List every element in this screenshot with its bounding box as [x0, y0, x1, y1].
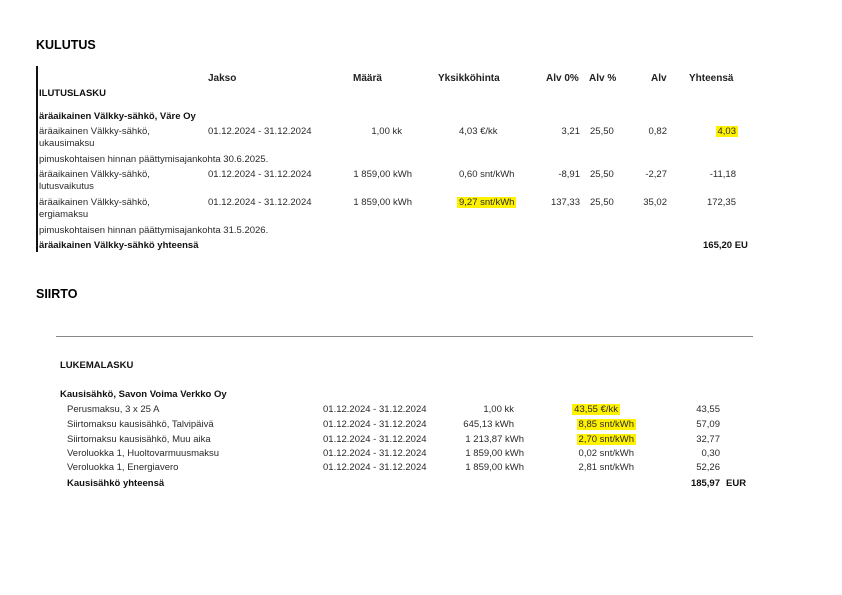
- kulutus-row-note: pimuskohtaisen hinnan päättymisajankohta 31.5.2026.: [39, 225, 269, 236]
- highlighted-value: 2,70 snt/kWh: [578, 434, 634, 445]
- header-maara: Määrä: [353, 73, 382, 84]
- header-jakso: Jakso: [208, 73, 237, 84]
- header-alv: Alv: [651, 73, 667, 84]
- siirto-row-yhteensa: 43,55: [696, 404, 720, 415]
- header-alv0: Alv 0%: [546, 73, 579, 84]
- siirto-row-yhteensa: 0,30: [701, 448, 720, 459]
- kulutus-row-yhteensa: [702, 126, 738, 137]
- siirto-row-name: Veroluokka 1, Energiavero: [67, 462, 179, 473]
- header-yksikkohinta: Yksikköhinta: [438, 73, 500, 84]
- kulutus-row-alv0: 3,21: [561, 126, 580, 137]
- kulutus-row-yhteensa: -11,18: [709, 169, 736, 180]
- siirto-group: Kausisähkö, Savon Voima Verkko Oy: [60, 389, 227, 400]
- kulutus-row-yksikkohinta: 4,03 €/kk: [459, 126, 498, 137]
- header-alvpct: Alv %: [589, 73, 617, 84]
- siirto-row-jakso: 01.12.2024 - 31.12.2024: [323, 448, 427, 459]
- kulutus-heading: ILUTUSLASKU: [39, 88, 107, 99]
- kulutus-row-note: pimuskohtaisen hinnan päättymisajankohta 30.6.2025.: [39, 154, 269, 165]
- kulutus-row-name-line2: ukausimaksu: [39, 138, 95, 149]
- siirto-row-maara: 645,13 kWh: [463, 419, 514, 430]
- kulutus-row-jakso: 01.12.2024 - 31.12.2024: [208, 126, 312, 137]
- siirto-row-yksikkohinta: [556, 434, 636, 445]
- kulutus-row-jakso: 01.12.2024 - 31.12.2024: [208, 197, 312, 208]
- kulutus-row-name-line2: lutusvaikutus: [39, 181, 94, 192]
- siirto-row-name: Siirtomaksu kausisähkö, Muu aika: [67, 434, 211, 445]
- kulutus-row-alv0: -8,91: [558, 169, 580, 180]
- siirto-row-yksikkohinta: [556, 419, 636, 430]
- kulutus-total-label: äräaikainen Välkky-sähkö yhteensä: [39, 240, 199, 251]
- highlighted-value: 43,55 €/kk: [574, 404, 618, 415]
- siirto-row-yhteensa: 52,26: [696, 462, 720, 473]
- kulutus-row-yhteensa: 172,35: [706, 197, 736, 208]
- header-yhteensa: Yhteensä: [689, 73, 734, 84]
- kulutus-row-name: äräaikainen Välkky-sähkö,: [39, 169, 150, 180]
- siirto-row-jakso: 01.12.2024 - 31.12.2024: [323, 434, 427, 445]
- kulutus-row-alvpct: 25,50: [590, 126, 614, 137]
- siirto-row-name: Siirtomaksu kausisähkö, Talvipäivä: [67, 419, 214, 430]
- siirto-title: SIIRTO: [36, 287, 78, 301]
- kulutus-group: äräaikainen Välkky-sähkö, Väre Oy: [39, 111, 196, 122]
- siirto-row-maara: 1 213,87 kWh: [465, 434, 524, 445]
- divider: [56, 336, 753, 337]
- kulutus-row-yksikkohinta: 0,60 snt/kWh: [459, 169, 515, 180]
- highlighted-value: 9,27 snt/kWh: [459, 197, 515, 208]
- siirto-total-label: Kausisähkö yhteensä: [67, 478, 165, 489]
- highlighted-value: 4,03: [717, 126, 736, 137]
- siirto-row-name: Veroluokka 1, Huoltovarmuusmaksu: [67, 448, 220, 459]
- siirto-row-jakso: 01.12.2024 - 31.12.2024: [323, 462, 427, 473]
- siirto-row-jakso: 01.12.2024 - 31.12.2024: [323, 404, 427, 415]
- kulutus-row-alv: -2,27: [645, 169, 667, 180]
- siirto-total-currency: EUR: [726, 478, 747, 489]
- left-border-bar: [36, 66, 38, 252]
- siirto-row-jakso: 01.12.2024 - 31.12.2024: [323, 419, 427, 430]
- kulutus-row-jakso: 01.12.2024 - 31.12.2024: [208, 169, 312, 180]
- highlighted-value: 8,85 snt/kWh: [578, 419, 634, 430]
- siirto-row-maara: 1 859,00 kWh: [465, 448, 524, 459]
- kulutus-row-alv: 0,82: [648, 126, 667, 137]
- kulutus-row-maara: 1,00 kk: [371, 126, 402, 137]
- kulutus-row-alv0: 137,33: [550, 197, 580, 208]
- siirto-row-yhteensa: 32,77: [696, 434, 720, 445]
- siirto-row-yksikkohinta: [540, 404, 620, 415]
- kulutus-total-value: 165,20 EU: [703, 240, 748, 251]
- kulutus-row-yksikkohinta: [457, 197, 516, 208]
- kulutus-row-maara: 1 859,00 kWh: [353, 197, 412, 208]
- kulutus-row-name: äräaikainen Välkky-sähkö,: [39, 197, 150, 208]
- kulutus-row-alvpct: 25,50: [590, 169, 614, 180]
- kulutus-row-name-line2: ergiamaksu: [39, 209, 89, 220]
- siirto-row-yhteensa: 57,09: [696, 419, 720, 430]
- siirto-total-value: 185,97: [690, 478, 720, 489]
- kulutus-row-maara: 1 859,00 kWh: [353, 169, 412, 180]
- siirto-row-yksikkohinta: 2,81 snt/kWh: [578, 462, 634, 473]
- kulutus-row-alv: 35,02: [643, 197, 667, 208]
- siirto-row-yksikkohinta: 0,02 snt/kWh: [578, 448, 634, 459]
- kulutus-row-alvpct: 25,50: [590, 197, 614, 208]
- siirto-row-name: Perusmaksu, 3 x 25 A: [67, 404, 160, 415]
- kulutus-row-name: äräaikainen Välkky-sähkö,: [39, 126, 150, 137]
- siirto-row-maara: 1 859,00 kWh: [465, 462, 524, 473]
- siirto-heading: LUKEMALASKU: [60, 360, 134, 371]
- siirto-row-maara: 1,00 kk: [483, 404, 514, 415]
- kulutus-title: KULUTUS: [36, 38, 96, 52]
